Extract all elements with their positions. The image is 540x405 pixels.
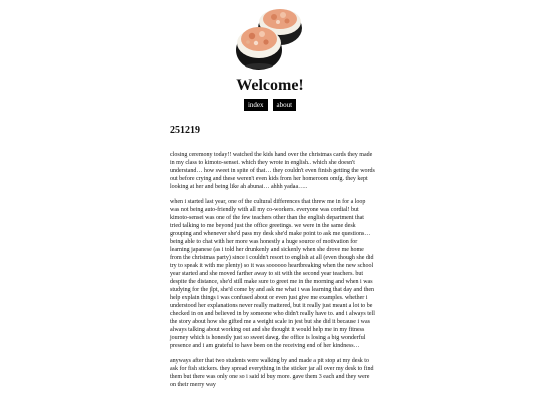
main-nav xyxy=(0,99,540,111)
post-paragraph: closing ceremony today!! watched the kids hand over the christmas cards they made in my class to kimoto-sensei. which they wrote in english.. which she doesn't understand… how sweet in spite of that… they couldn't even finish getting the words out before crying and these weren't even kids from her homeroom omfg. they kept looking at her and being like ah abunai… ahhh yadaa….. xyxy=(170,152,375,190)
post-body xyxy=(170,151,375,396)
nav-link-about[interactable]: about xyxy=(273,99,297,111)
post-paragraph: when i started last year, one of the cultural differences that threw me in for a loop was not being auto-friendly with all my co-workers. everyone was cordial! but kimoto-sensei was one of the few teachers other than the english department that tried talking to me beyond just the office greetings. we were in the same desk grouping and whenever she'd pass my desk she'd make point to ask me questions… being able to chat with her more was honestly a huge source of motivation for learning japanese (as i told her drunkenly and sickenly when she drove me home from the christmas party) since i couldn't resort to english at all (even though she did try to speak it with me plenty) so it was soooooo heartbreaking when the new school year started and she moved farther away to sit with the second year teachers. but despite the distance, she'd still make sure to greet me in the morning and when i was studying for the jlpt, she'd come by and ask me what i was learning that day and then help explain things i was confused about or even just give me examples. whether i understood her explanations never really mattered, but it really just meant a lot to be checked in on and believed in by someone who didn't really have to. and i always tell the story about how she gifted me a weight scale in jest but she did it because i was always talking about working out and she thought it would help me in my fitness journey which is honestly just so sweet dawg. the office is losing a big wonderful presence and i am grateful to have been on the receiving end of her kindness… xyxy=(170,199,375,349)
sushi-logo xyxy=(233,4,307,76)
sushi-icon xyxy=(233,4,307,76)
post-paragraph: anyways after that two students were walking by and made a pit stop at my desk to ask for fish stickers. they spread everything in the sticker jar all over my desk to find them but there was only one so i said id buy more. gave them 3 each and they were on their merry way xyxy=(170,358,374,388)
nav-link-index[interactable]: index xyxy=(244,99,268,111)
site-title: Welcome! xyxy=(236,77,304,94)
post-title: 251219 xyxy=(170,125,200,136)
